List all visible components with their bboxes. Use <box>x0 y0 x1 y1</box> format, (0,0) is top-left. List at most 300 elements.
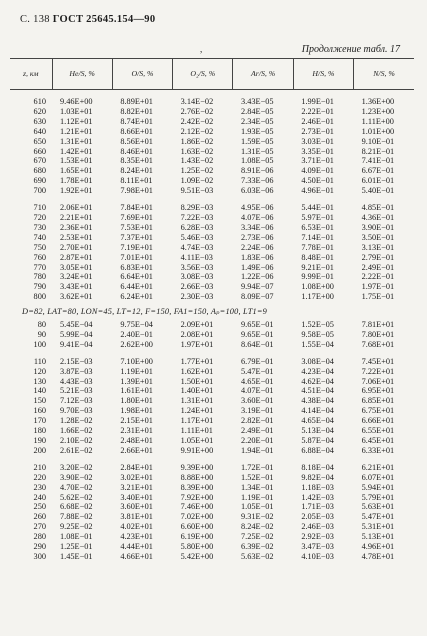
value-cell: 6.19E+00 <box>180 532 214 542</box>
altitude-cell: 670 <box>33 156 46 166</box>
altitude-cell: 790 <box>33 282 46 292</box>
altitude-cell: 260 <box>33 512 46 522</box>
altitude-cell: 780 <box>33 272 46 282</box>
altitude-cell: 740 <box>33 232 46 242</box>
value-cell: 7.45E+01 <box>361 356 395 366</box>
value-cell: 1.75E−01 <box>361 292 395 302</box>
value-cell: 2.21E+01 <box>60 212 93 222</box>
value-cell: 6.53E−01 <box>301 222 334 232</box>
altitude-cell: 120 <box>33 366 46 376</box>
value-cell: 3.20E−02 <box>60 462 93 472</box>
value-cell: 1.86E−02 <box>180 136 214 146</box>
value-cell: 7.46E+00 <box>180 502 214 512</box>
value-cell: 4.85E−01 <box>361 203 395 213</box>
conditions-row <box>10 302 414 320</box>
value-cell: 1.22E−06 <box>240 272 274 282</box>
value-cell: 1.94E−01 <box>240 445 274 455</box>
value-cell: 1.49E−06 <box>240 262 274 272</box>
value-cell: 1.25E−02 <box>180 166 214 176</box>
altitude-cell: 220 <box>33 472 46 482</box>
value-cell: 7.12E−03 <box>60 396 93 406</box>
value-cell: 9.39E+00 <box>180 462 214 472</box>
value-cell: 7.14E−01 <box>301 232 334 242</box>
value-cell: 4.96E−01 <box>301 186 334 196</box>
value-cell: 3.87E−03 <box>60 366 93 376</box>
value-cell: 4.02E+01 <box>120 522 153 532</box>
value-cell: 7.68E+01 <box>361 339 395 349</box>
value-cell: 1.17E+00 <box>301 292 334 302</box>
value-cell: 9.75E−04 <box>120 320 153 330</box>
altitude-cell: 770 <box>33 262 46 272</box>
value-cell: 2.49E−01 <box>361 262 395 272</box>
altitude-cell: 90 <box>37 329 46 339</box>
table-row <box>10 406 414 416</box>
col-header: O/S, % <box>112 59 172 90</box>
table-body <box>10 90 414 562</box>
value-cell: 2.10E−02 <box>60 436 93 445</box>
altitude-cell: 150 <box>33 396 46 406</box>
table-row <box>10 386 414 396</box>
value-cell: 5.42E+00 <box>180 551 214 561</box>
value-cell: 9.65E−01 <box>240 320 274 330</box>
value-cell: 9.99E−01 <box>301 272 334 282</box>
value-cell: 4.23E+01 <box>120 532 153 542</box>
value-cell: 8.35E+01 <box>120 156 153 166</box>
value-cell: 1.17E+01 <box>180 416 214 426</box>
value-cell: 3.08E−04 <box>301 356 334 366</box>
value-cell: 9.94E−07 <box>240 282 274 292</box>
value-cell: 1.11E+01 <box>180 426 213 436</box>
table-row <box>10 292 414 302</box>
value-cell: 4.74E−03 <box>180 242 214 252</box>
value-cell: 5.62E−02 <box>60 492 93 502</box>
value-cell: 4.95E−06 <box>240 203 274 213</box>
value-cell: 2.70E+01 <box>60 242 93 252</box>
value-cell: 3.35E−01 <box>301 146 334 156</box>
table-row <box>10 203 414 213</box>
value-cell: 3.90E−02 <box>60 472 93 482</box>
value-cell: 5.63E+01 <box>361 502 395 512</box>
value-cell: 2.61E−02 <box>60 445 93 455</box>
value-cell: 9.25E−02 <box>60 522 93 532</box>
value-cell: 2.82E−01 <box>240 416 274 426</box>
value-cell: 5.63E−02 <box>240 551 274 561</box>
table-row <box>10 213 414 223</box>
value-cell: 2.76E−02 <box>180 106 214 116</box>
value-cell: 3.05E+01 <box>60 262 93 272</box>
altitude-cell: 760 <box>33 252 46 262</box>
value-cell: 1.45E−01 <box>60 551 93 561</box>
value-cell: 5.46E−03 <box>180 232 214 242</box>
altitude-cell: 680 <box>33 166 46 176</box>
table-row <box>10 473 414 483</box>
value-cell: 7.06E+01 <box>361 376 395 386</box>
value-cell: 2.15E−03 <box>60 356 93 366</box>
value-cell: 6.75E+01 <box>361 406 395 416</box>
value-cell: 3.43E+01 <box>60 282 93 292</box>
value-cell: 9.70E−03 <box>60 406 93 416</box>
value-cell: 1.12E+01 <box>60 116 93 126</box>
value-cell: 7.19E+01 <box>120 242 153 252</box>
value-cell: 4.07E−06 <box>240 212 274 222</box>
value-cell: 2.62E+00 <box>120 339 153 349</box>
altitude-cell: 720 <box>33 212 46 222</box>
value-cell: 5.13E−04 <box>301 426 334 436</box>
page-number: С. 138 <box>20 14 50 25</box>
value-cell: 1.31E+01 <box>180 396 214 406</box>
table-row <box>10 502 414 512</box>
value-cell: 7.81E+01 <box>361 320 395 330</box>
value-cell: 2.73E−01 <box>301 126 334 136</box>
value-cell: 3.24E+01 <box>60 272 93 282</box>
value-cell: 1.63E−02 <box>180 146 214 156</box>
table-row <box>10 176 414 186</box>
value-cell: 7.88E−02 <box>60 512 93 522</box>
value-cell: 1.80E+01 <box>120 396 153 406</box>
value-cell: 1.19E+01 <box>120 366 153 376</box>
value-cell: 2.20E−01 <box>240 436 274 445</box>
value-cell: 4.14E−04 <box>301 406 334 416</box>
value-cell: 8.64E−01 <box>240 339 274 349</box>
value-cell: 4.70E−02 <box>60 482 93 492</box>
value-cell: 3.03E−01 <box>301 136 334 146</box>
atmosphere-composition-table <box>10 58 414 562</box>
table-row <box>10 512 414 522</box>
value-cell: 1.31E+01 <box>60 136 93 146</box>
value-cell: 6.85E+01 <box>361 396 395 406</box>
value-cell: 1.92E+01 <box>60 186 93 196</box>
value-cell: 7.10E+00 <box>120 356 153 366</box>
value-cell: 6.67E−01 <box>361 166 395 176</box>
altitude-cell: 800 <box>33 292 46 302</box>
altitude-cell: 160 <box>33 406 46 416</box>
value-cell: 5.21E−03 <box>60 386 93 396</box>
value-cell: 7.78E−01 <box>301 242 334 252</box>
value-cell: 1.83E−06 <box>240 252 274 262</box>
table-row <box>10 552 414 562</box>
value-cell: 9.41E−04 <box>60 339 93 349</box>
value-cell: 4.09E−01 <box>301 166 334 176</box>
value-cell: 1.24E+01 <box>180 406 214 416</box>
value-cell: 5.47E−01 <box>240 366 274 376</box>
value-cell: 4.38E−04 <box>301 396 334 406</box>
value-cell: 1.34E−01 <box>240 482 274 492</box>
value-cell: 8.11E+01 <box>120 176 153 186</box>
table-row <box>10 493 414 503</box>
value-cell: 1.25E−01 <box>60 542 93 552</box>
value-cell: 4.07E−01 <box>240 386 274 396</box>
value-cell: 5.44E−01 <box>301 203 334 213</box>
value-cell: 1.40E+01 <box>180 386 214 396</box>
value-cell: 3.21E+01 <box>120 482 153 492</box>
value-cell: 2.40E−01 <box>120 329 153 339</box>
table-row <box>10 436 414 446</box>
altitude-cell: 730 <box>33 222 46 232</box>
value-cell: 7.25E−02 <box>240 532 274 542</box>
table-continuation-label: Продолжение табл. 17 <box>301 44 400 55</box>
col-header: N/S, % <box>354 59 414 90</box>
value-cell: 1.77E+01 <box>180 356 214 366</box>
value-cell: 1.97E+01 <box>180 339 214 349</box>
value-cell: 2.34E−05 <box>240 116 274 126</box>
value-cell: 1.18E−03 <box>301 482 334 492</box>
value-cell: 8.39E+00 <box>180 482 214 492</box>
table-row <box>10 223 414 233</box>
value-cell: 1.52E−05 <box>301 320 334 330</box>
value-cell: 2.73E−06 <box>240 232 274 242</box>
value-cell: 6.44E+01 <box>120 282 153 292</box>
value-cell: 1.31E−05 <box>240 146 274 156</box>
value-cell: 1.08E+00 <box>301 282 334 292</box>
value-cell: 1.21E+01 <box>60 126 93 136</box>
conditions-text: D=82, LAT=80, LON=45, LT=12, F=150, FA1=150, Aₚ=100, LT1=9 <box>22 307 268 317</box>
value-cell: 8.56E+01 <box>120 136 153 146</box>
altitude-cell: 620 <box>33 106 46 116</box>
value-cell: 9.91E+00 <box>180 445 214 455</box>
table-row <box>10 340 414 350</box>
value-cell: 4.43E−03 <box>60 376 93 386</box>
value-cell: 8.89E+01 <box>120 97 153 106</box>
table-row <box>10 263 414 273</box>
value-cell: 6.66E+01 <box>361 416 395 426</box>
value-cell: 1.98E+01 <box>120 406 153 416</box>
altitude-cell: 300 <box>33 551 46 561</box>
table-row <box>10 320 414 330</box>
value-cell: 1.23E+00 <box>361 106 395 116</box>
value-cell: 3.40E+01 <box>120 492 153 502</box>
standard-code: ГОСТ 25645.154—90 <box>52 14 156 25</box>
altitude-cell: 210 <box>33 462 46 472</box>
value-cell: 9.21E−01 <box>301 262 334 272</box>
value-cell: 7.22E+01 <box>361 366 395 376</box>
value-cell: 8.66E+01 <box>120 126 153 136</box>
value-cell: 3.47E−03 <box>301 542 334 552</box>
value-cell: 2.49E−01 <box>240 426 274 436</box>
value-cell: 4.36E−01 <box>361 212 395 222</box>
value-cell: 2.79E−01 <box>361 252 395 262</box>
value-cell: 7.92E+00 <box>180 492 214 502</box>
table-row <box>10 243 414 253</box>
value-cell: 5.94E+01 <box>361 482 395 492</box>
value-cell: 3.19E−01 <box>240 406 274 416</box>
value-cell: 4.10E−03 <box>301 551 334 561</box>
value-cell: 1.11E+00 <box>361 116 394 126</box>
altitude-cell: 200 <box>33 445 46 455</box>
value-cell: 6.55E+01 <box>361 426 395 436</box>
value-cell: 7.01E+01 <box>120 252 153 262</box>
value-cell: 1.78E+01 <box>60 176 93 186</box>
value-cell: 8.48E−01 <box>301 252 334 262</box>
altitude-cell: 660 <box>33 146 46 156</box>
altitude-cell: 140 <box>33 386 46 396</box>
value-cell: 6.79E−01 <box>240 356 274 366</box>
value-cell: 5.45E−04 <box>60 320 93 330</box>
value-cell: 3.60E−01 <box>240 396 274 406</box>
table-row <box>10 416 414 426</box>
value-cell: 6.03E−06 <box>240 186 274 196</box>
value-cell: 1.52E−01 <box>240 472 274 482</box>
row-spacer <box>10 350 414 357</box>
value-cell: 5.40E−01 <box>361 186 395 196</box>
table-row <box>10 426 414 436</box>
altitude-cell: 80 <box>37 320 46 330</box>
value-cell: 6.01E−01 <box>361 176 395 186</box>
value-cell: 7.22E−03 <box>180 212 214 222</box>
value-cell: 2.48E+01 <box>120 436 153 445</box>
altitude-cell: 230 <box>33 482 46 492</box>
value-cell: 2.53E+01 <box>60 232 93 242</box>
value-cell: 4.66E+01 <box>120 551 153 561</box>
table-row <box>10 330 414 340</box>
value-cell: 8.18E−04 <box>301 462 334 472</box>
value-cell: 2.46E−03 <box>301 522 334 532</box>
table-row <box>10 532 414 542</box>
value-cell: 1.42E+01 <box>60 146 93 156</box>
altitude-cell: 650 <box>33 136 46 146</box>
table-row <box>10 282 414 292</box>
value-cell: 1.36E+00 <box>361 97 395 106</box>
value-cell: 4.65E−04 <box>301 416 334 426</box>
row-spacer <box>10 196 414 203</box>
value-cell: 3.56E−03 <box>180 262 214 272</box>
table-row <box>10 166 414 176</box>
value-cell: 3.43E−05 <box>240 97 274 106</box>
table-row <box>10 233 414 243</box>
altitude-cell: 240 <box>33 492 46 502</box>
value-cell: 1.05E−01 <box>240 502 274 512</box>
altitude-cell: 710 <box>33 203 46 213</box>
value-cell: 1.08E−01 <box>60 532 93 542</box>
value-cell: 7.02E+00 <box>180 512 214 522</box>
value-cell: 4.11E−03 <box>180 252 213 262</box>
value-cell: 1.61E+01 <box>120 386 153 396</box>
value-cell: 2.87E+01 <box>60 252 93 262</box>
value-cell: 2.24E−06 <box>240 242 274 252</box>
col-header: z, км <box>10 59 52 90</box>
value-cell: 1.59E−05 <box>240 136 274 146</box>
value-cell: 1.71E−03 <box>301 502 334 512</box>
value-cell: 6.33E+01 <box>361 445 395 455</box>
value-cell: 7.33E−06 <box>240 176 274 186</box>
value-cell: 2.36E+01 <box>60 222 93 232</box>
value-cell: 9.10E−01 <box>361 136 395 146</box>
value-cell: 7.53E+01 <box>120 222 153 232</box>
value-cell: 1.55E−04 <box>301 339 334 349</box>
altitude-cell: 610 <box>33 97 46 106</box>
table-row <box>10 272 414 282</box>
table-row <box>10 97 414 107</box>
value-cell: 1.50E+01 <box>180 376 214 386</box>
table-row <box>10 463 414 473</box>
value-cell: 2.22E−01 <box>301 106 334 116</box>
value-cell: 4.96E+01 <box>361 542 395 552</box>
value-cell: 6.28E−03 <box>180 222 214 232</box>
altitude-cell: 750 <box>33 242 46 252</box>
altitude-cell: 100 <box>33 339 46 349</box>
value-cell: 1.39E+01 <box>120 376 153 386</box>
value-cell: 4.44E+01 <box>120 542 153 552</box>
value-cell: 6.88E−04 <box>301 445 334 455</box>
value-cell: 1.08E−05 <box>240 156 274 166</box>
value-cell: 1.66E−02 <box>60 426 93 436</box>
value-cell: 9.51E−03 <box>180 186 214 196</box>
value-cell: 3.02E+01 <box>120 472 153 482</box>
altitude-cell: 280 <box>33 532 46 542</box>
value-cell: 5.31E+01 <box>361 522 395 532</box>
table-row <box>10 396 414 406</box>
table-row <box>10 127 414 137</box>
value-cell: 1.03E+01 <box>60 106 93 116</box>
value-cell: 1.05E+01 <box>180 436 214 445</box>
value-cell: 7.41E−01 <box>361 156 395 166</box>
table-row <box>10 117 414 127</box>
value-cell: 6.24E+01 <box>120 292 153 302</box>
altitude-cell: 630 <box>33 116 46 126</box>
altitude-cell: 290 <box>33 542 46 552</box>
value-cell: 2.22E−01 <box>361 272 395 282</box>
value-cell: 3.60E+01 <box>120 502 153 512</box>
table-row <box>10 147 414 157</box>
value-cell: 2.84E+01 <box>120 462 153 472</box>
value-cell: 6.83E+01 <box>120 262 153 272</box>
value-cell: 8.88E+00 <box>180 472 214 482</box>
table-header-row <box>10 59 414 90</box>
value-cell: 2.42E−02 <box>180 116 214 126</box>
value-cell: 9.31E−02 <box>240 512 274 522</box>
table-row <box>10 357 414 367</box>
value-cell: 2.92E−03 <box>301 532 334 542</box>
scan-dot: , <box>200 44 203 54</box>
value-cell: 6.07E+01 <box>361 472 395 482</box>
value-cell: 6.64E+01 <box>120 272 153 282</box>
value-cell: 9.65E−01 <box>240 329 274 339</box>
value-cell: 8.82E+01 <box>120 106 153 116</box>
value-cell: 1.72E−01 <box>240 462 274 472</box>
value-cell: 2.66E−03 <box>180 282 214 292</box>
value-cell: 3.14E−02 <box>180 97 214 106</box>
value-cell: 2.12E−02 <box>180 126 214 136</box>
value-cell: 2.09E+01 <box>180 320 214 330</box>
altitude-cell: 640 <box>33 126 46 136</box>
value-cell: 6.45E+01 <box>361 436 395 445</box>
table-row <box>10 446 414 456</box>
value-cell: 7.80E+01 <box>361 329 395 339</box>
value-cell: 3.71E−01 <box>301 156 334 166</box>
value-cell: 4.23E−04 <box>301 366 334 376</box>
altitude-cell: 130 <box>33 376 46 386</box>
value-cell: 6.39E−02 <box>240 542 274 552</box>
table-row <box>10 186 414 196</box>
value-cell: 4.51E−04 <box>301 386 334 396</box>
value-cell: 8.21E−01 <box>361 146 395 156</box>
value-cell: 4.65E−01 <box>240 376 274 386</box>
altitude-cell: 180 <box>33 426 46 436</box>
table-row <box>10 377 414 387</box>
altitude-cell: 270 <box>33 522 46 532</box>
value-cell: 2.30E−03 <box>180 292 214 302</box>
value-cell: 6.68E−02 <box>60 502 93 512</box>
col-header: O₂/S, % <box>173 59 233 90</box>
value-cell: 1.93E−05 <box>240 126 274 136</box>
table-row <box>10 253 414 263</box>
table-row <box>10 483 414 493</box>
value-cell: 7.37E+01 <box>120 232 153 242</box>
altitude-cell: 700 <box>33 186 46 196</box>
value-cell: 1.99E−01 <box>301 97 334 106</box>
table-row <box>10 522 414 532</box>
value-cell: 1.09E−02 <box>180 176 214 186</box>
value-cell: 1.53E+01 <box>60 156 93 166</box>
